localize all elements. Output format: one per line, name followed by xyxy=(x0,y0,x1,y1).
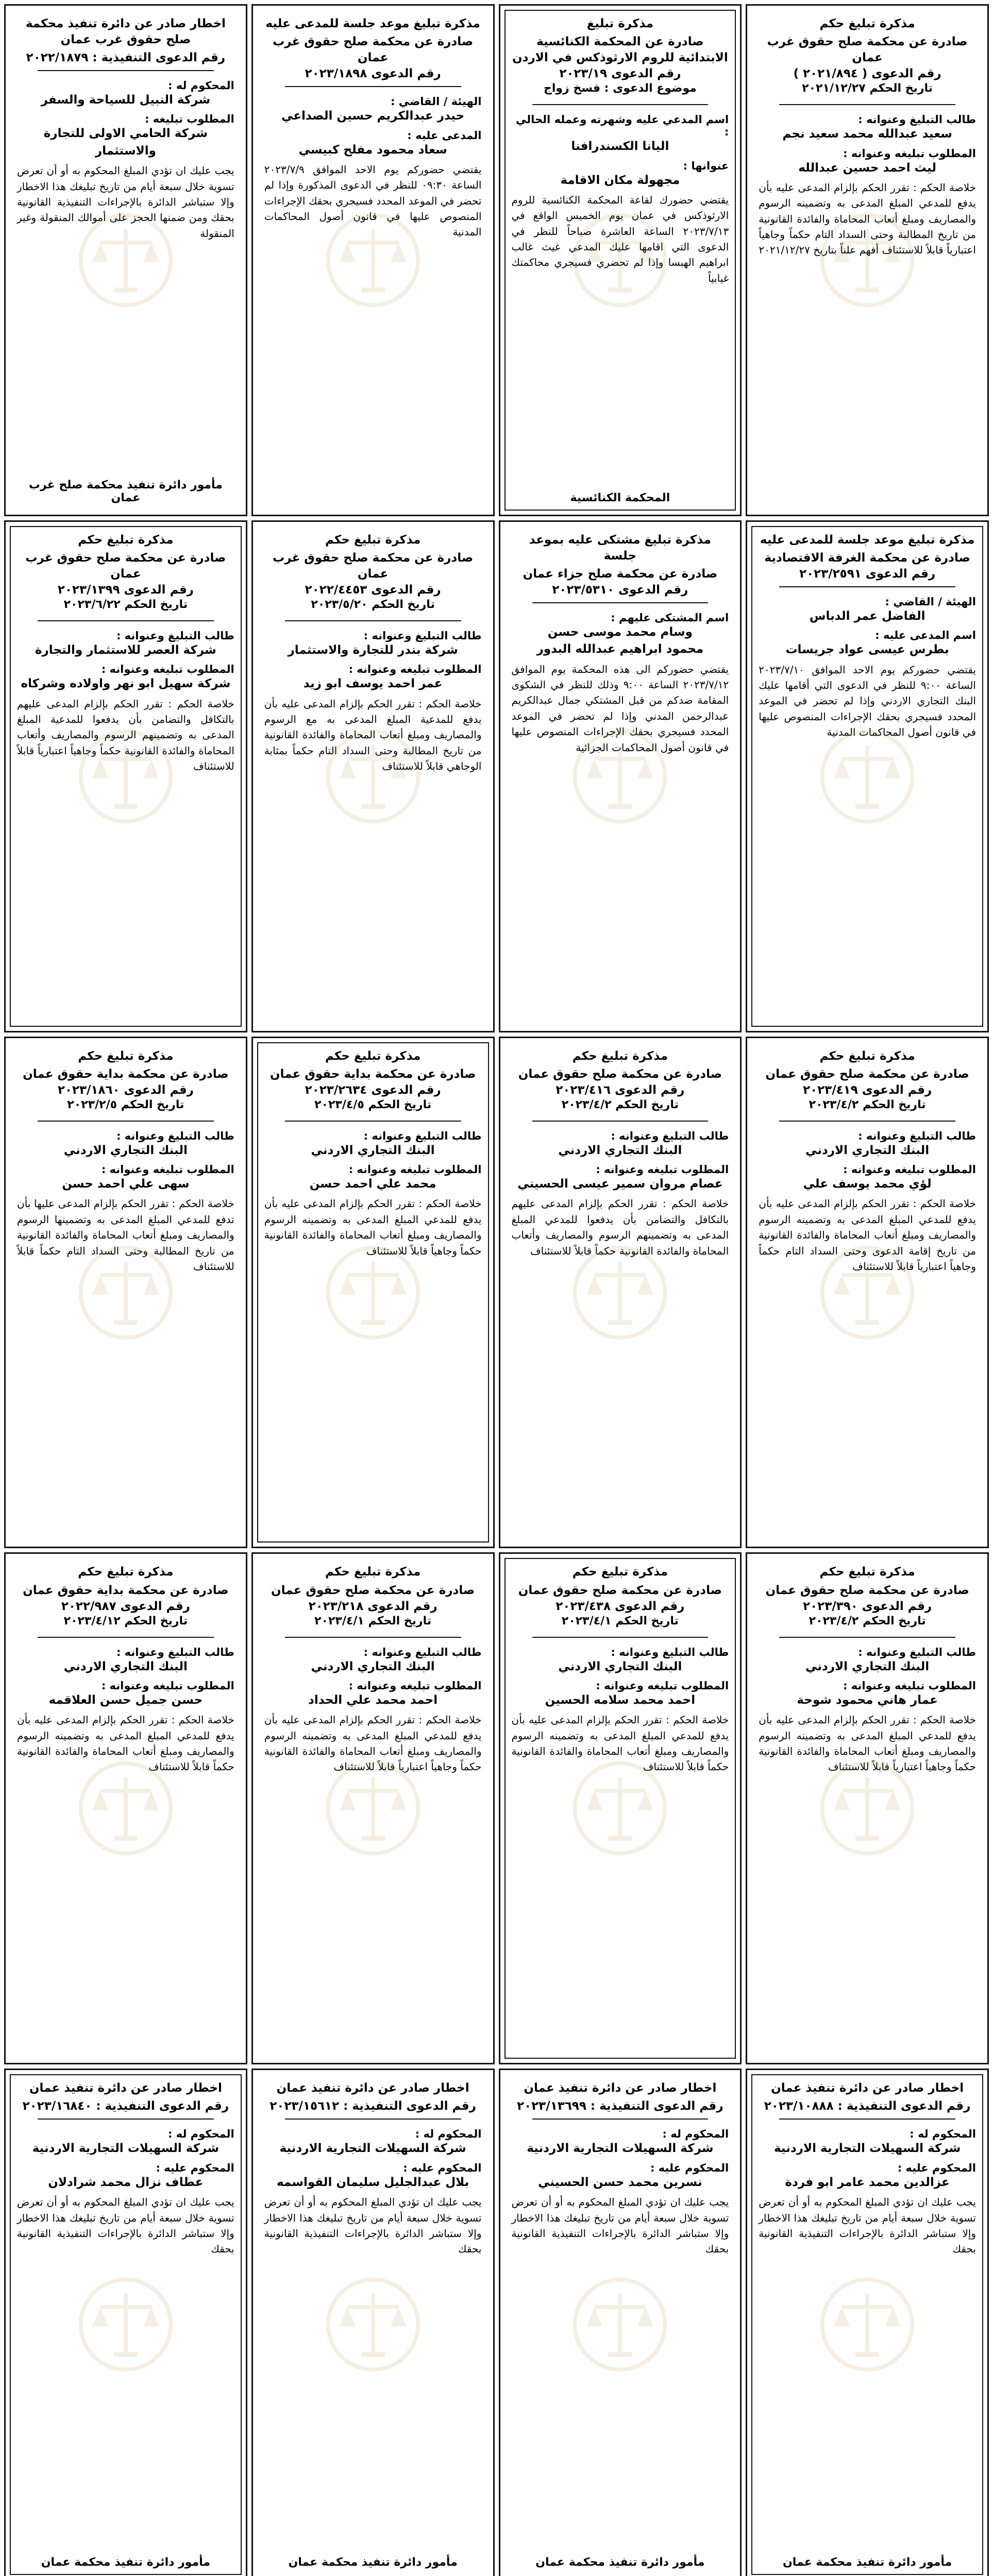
divider xyxy=(779,1637,955,1638)
notice-case-number: رقم الدعوى ( ٢٠٢١/٨٩٤ ) xyxy=(793,67,941,81)
notice-body: يجب عليك ان تؤدي المبلغ المحكوم به أو أن تعرض تسوية خلال سبعة أيام من تاريخ تبليغك هذا الاخطار وإلا ستباشر الدائرة بالإجراءات التنفيذية القانونية بحقك xyxy=(17,2196,234,2256)
party2-name: محمود ابراهيم عبدالله البدور xyxy=(536,642,704,656)
notice-court: رقم الدعوى التنفيذية : ٢٠٢٣/١٥٦١٢ xyxy=(270,2099,476,2113)
court-notice xyxy=(746,2069,989,2576)
court-notice xyxy=(499,1037,742,1549)
scales-watermark-icon xyxy=(324,2276,422,2374)
notice-court: صادرة عن محكمة صلح حقوق عمان xyxy=(765,1067,969,1081)
party2-name: عمار هاني محمود شوحة xyxy=(797,1693,938,1707)
notice-court: صادرة عن محكمة صلح حقوق عمان xyxy=(518,1583,722,1597)
notice-signature: مأمور دائرة تنفيذ محكمة صلح غرب عمان xyxy=(28,478,223,504)
party1-name: البنك التجاري الاردني xyxy=(311,1659,435,1673)
notice-court: صادرة عن محكمة صلح حقوق عمان xyxy=(518,1067,722,1081)
notice-case-number: رقم الدعوى ٢٠٢٣/١٣٩٩ xyxy=(57,583,194,597)
notice-title: اخطار صادر عن دائرة تنفيذ محكمة صلح حقوق غرب عمان xyxy=(25,17,226,47)
notice-court: صادرة عن محكمة صلح جزاء عمان xyxy=(523,567,718,581)
notice-court: رقم الدعوى التنفيذية : ٢٠٢٢/١٨٧٩ xyxy=(26,51,226,65)
notice-court: رقم الدعوى التنفيذية : ٢٠٢٣/١٠٨٨٨ xyxy=(764,2099,971,2113)
party1-label: اسم المشتكى عليهم : xyxy=(611,612,729,624)
notice-title: مذكرة تبليغ xyxy=(586,17,654,30)
notice-date: تاريخ الحكم ٢٠٢٣/٥/٢٠ xyxy=(311,598,435,612)
party2-name: لؤي محمد يوسف علي xyxy=(803,1177,932,1191)
notice-date: تاريخ الحكم ٢٠٢٣/٢/٥ xyxy=(67,1098,184,1111)
party2-label: عنوانها : xyxy=(683,159,729,172)
notice-date: تاريخ الحكم ٢٠٢٣/٤/٢ xyxy=(809,1098,926,1111)
party2-label: المطلوب تبليغه وعنوانه : xyxy=(843,1679,976,1692)
party1-label: الهيئة / القاضي : xyxy=(885,595,976,608)
divider xyxy=(779,586,955,587)
notice-title: مذكرة تبليغ حكم xyxy=(78,1565,174,1579)
notice-body: يجب عليك ان تؤدي المبلغ المحكوم به أو أن تعرض تسوية خلال سبعة أيام من تاريخ تبليغك هذا الاخطار وإلا ستباشر الدائرة بالإجراءات التنفيذية القانونية بحقك xyxy=(264,2196,482,2256)
party1-name: شركة السهيلات التجارية الاردنية xyxy=(773,2142,961,2156)
divider xyxy=(779,2119,955,2120)
party1-name: البنك التجاري الاردني xyxy=(63,1143,188,1157)
notice-title: مذكرة تبليغ مشتكى عليه بموعد جلسة xyxy=(529,533,711,563)
court-notice xyxy=(746,4,989,516)
court-notice xyxy=(251,2069,495,2576)
party2-label: المحكوم عليه : xyxy=(156,2161,234,2174)
party1-label: طالب التبليغ وعنوانه : xyxy=(858,113,976,126)
notice-body: خلاصة الحكم : تقرر الحكم بإلزام المدعى عليهم بالتكافل والتضامن بأن يدفعوا للمدعي المبلغ المدعى به وتضمينهم الرسوم والمصاريف وأتعاب المحاماة والفائدة القانونية حكماً قابلاً للاستئناف xyxy=(511,1197,729,1257)
notice-court: صادرة عن محكمة بداية حقوق عمان xyxy=(23,1067,229,1081)
notice-body: خلاصة الحكم : تقرر الحكم بإلزام المدعى عليه بأن يدفع للمدعي المبلغ المدعى به وتضمينه الرسوم والمصاريف ومبلغ أتعاب المحاماة والفائدة القانونية حكماً قابلاً للاستئناف xyxy=(511,1714,729,1773)
notice-date: تاريخ الحكم ٢٠٢٣/٤/١٢ xyxy=(63,1614,188,1628)
party1-label: اسم المدعي عليه وشهرته وعمله الحالي : xyxy=(515,113,729,139)
party2-name: احمد محمد سلامه الحسين xyxy=(545,1693,696,1707)
party2-label: المطلوب تبليغه وعنوانه : xyxy=(843,147,976,160)
notice-date: تاريخ الحكم ٢٠٢٣/٤/١ xyxy=(561,1614,679,1628)
court-notice xyxy=(499,520,742,1032)
party2-name: احمد محمد علي الحداد xyxy=(308,1693,438,1707)
party2-label: المطلوب تبليغه وعنوانه : xyxy=(348,1163,482,1176)
party2-label: المحكوم عليه : xyxy=(897,2161,976,2174)
party1-label: طالب التبليغ وعنوانه : xyxy=(611,1646,729,1658)
party1-name: شركة السهيلات التجارية الاردنية xyxy=(527,2142,714,2156)
party1-name: شركة النبيل للسياحة والسفر xyxy=(41,93,211,107)
party1-name: البنك التجاري الاردني xyxy=(805,1143,930,1157)
notice-court: صادرة عن محكمة الغرفة الاقتصادية xyxy=(764,551,970,565)
party2-name: شركة الحامي الاولى للتجارة والاستثمار xyxy=(43,127,208,158)
party1-label: المحكوم له : xyxy=(910,2128,976,2141)
party1-label: طالب التبليغ وعنوانه : xyxy=(611,1129,729,1142)
party1-label: طالب التبليغ وعنوانه : xyxy=(116,630,234,642)
party1-name: البنك التجاري الاردني xyxy=(311,1143,435,1157)
party1-name: البنك التجاري الاردني xyxy=(558,1659,682,1673)
divider xyxy=(532,1121,709,1122)
party2-name: محمد علي احمد حسن xyxy=(309,1177,436,1191)
divider xyxy=(779,104,955,105)
notice-date: تاريخ الحكم ٢٠٢٣/٤/١ xyxy=(314,1614,432,1628)
party1-name: البنك التجاري الاردني xyxy=(63,1659,188,1673)
notice-title: مذكرة تبليغ حكم xyxy=(78,533,174,547)
party2-name: بطرس عيسى عواد جريسات xyxy=(785,643,949,657)
divider xyxy=(285,1637,461,1638)
party1-label: المحكوم له : xyxy=(168,79,234,92)
party1-label: طالب التبليغ وعنوانه : xyxy=(116,1646,234,1658)
party2-label: المطلوب تبليغه وعنوانه : xyxy=(348,1679,482,1692)
notice-title: مذكرة تبليغ حكم xyxy=(819,17,915,30)
notice-body: خلاصة الحكم : تقرر الحكم بإلزام المدعى عليه بأن يدفع للمدعي المبلغ المدعى به وتضمينه الرسوم والمصاريف ومبلغ أتعاب المحاماة والفائدة القانونية حكماً وجاهياً قابلاً للاستئناف xyxy=(264,1197,482,1257)
party1-name: وسام محمد موسى حسن xyxy=(547,625,693,639)
party1-name: اليانا الكسندرافنا xyxy=(571,140,669,154)
court-notice xyxy=(251,1037,495,1549)
divider xyxy=(532,1637,709,1638)
notice-case-number: رقم الدعوى ٢٠٢٣/٤١٩ xyxy=(803,1083,932,1097)
party2-label: المطلوب تبليغه وعنوانه : xyxy=(596,1679,729,1692)
notice-court: رقم الدعوى التنفيذية : ٢٠٢٣/١٦٨٤٠ xyxy=(22,2099,229,2113)
scales-watermark-icon xyxy=(77,2276,175,2374)
notice-case-number: رقم الدعوى ٢٠٢٣/١٨٩٨ xyxy=(305,67,441,81)
party2-name: بلال عبدالجليل سليمان القواسمه xyxy=(276,2175,469,2189)
party2-label: المطلوب تبليغه وعنوانه : xyxy=(101,1679,234,1692)
divider xyxy=(38,2119,214,2120)
notice-court: صادرة عن المحكمة الكنائسية الابتدائية للروم الارثوذكس في الاردن xyxy=(512,35,728,65)
party1-name: شركة السهيلات التجارية الاردنية xyxy=(32,2142,220,2156)
notice-title: اخطار صادر عن دائرة تنفيذ عمان xyxy=(29,2081,222,2095)
notice-court: صادرة عن محكمة بداية حقوق عمان xyxy=(23,1583,229,1597)
notice-case-number: رقم الدعوى ٢٠٢٣/٥٣١٠ xyxy=(552,583,688,597)
notices-grid xyxy=(4,4,989,2576)
party2-label: المطلوب تبليغه وعنوانه : xyxy=(596,1163,729,1176)
party1-name: الفاضل عمر الدباس xyxy=(809,609,925,623)
notice-case-number: رقم الدعوى ٢٠٢٢/٤٤٥٣ xyxy=(305,583,441,597)
notice-body: يجب عليك ان تؤدي المبلغ المحكوم به أو أن تعرض تسوية خلال سبعة أيام من تاريخ تبليغك هذا الاخطار وإلا ستباشر الدائرة بالإجراءات التنفيذية القانونية بحقك xyxy=(511,2196,729,2256)
divider xyxy=(532,104,709,105)
notice-date: تاريخ الحكم ٢٠٢٣/٦/٢٢ xyxy=(63,598,188,612)
party2-name: شركة سهيل ابو نهر واولاده وشركاه xyxy=(21,677,231,691)
divider xyxy=(285,2119,461,2120)
party1-label: المحكوم له : xyxy=(168,2128,234,2141)
notice-date: تاريخ الحكم ٢٠٢٣/٤/٢ xyxy=(561,1098,679,1111)
court-notice xyxy=(251,1552,495,2064)
scales-watermark-icon xyxy=(571,2276,669,2374)
court-notice xyxy=(499,4,742,516)
notice-title: مذكرة تبليغ حكم xyxy=(819,1565,915,1579)
notice-court: صادرة عن محكمة صلح حقوق غرب عمان xyxy=(25,551,226,581)
party1-label: الهيئة / القاضي : xyxy=(391,95,482,108)
notice-title: مذكرة تبليغ موعد جلسة للمدعى عليه xyxy=(760,533,975,547)
divider xyxy=(38,620,214,621)
notice-title: اخطار صادر عن دائرة تنفيذ عمان xyxy=(771,2081,964,2095)
court-notice xyxy=(746,1037,989,1549)
court-notice xyxy=(4,2069,247,2576)
notice-body: خلاصة الحكم : تقرر الحكم بإلزام المدعى عليه بأن يدفع للمدعي المبلغ المدعى به وتضمينه الرسوم والمصاريف ومبلغ أتعاب المحاماة والفائدة القانونية من تاريخ إقامة الدعوى وحتى السداد التام حكماً وجاهياً اعتبارياً قابلاً للاستئناف xyxy=(759,1197,976,1273)
notice-title: مذكرة تبليغ موعد جلسة للمدعى عليه xyxy=(265,17,480,30)
notice-case-number: رقم الدعوى ٢٠٢٣/٤١٦ xyxy=(556,1083,685,1097)
party2-label: المطلوب تبليغه وعنوانه : xyxy=(348,663,482,676)
notice-signature: المحكمة الكنائسية xyxy=(570,491,670,504)
party1-name: حيدر عبدالكريم حسين الصداعي xyxy=(281,109,465,123)
party1-name: البنك التجاري الاردني xyxy=(558,1143,682,1157)
party2-name: سهى علي احمد حسن xyxy=(62,1177,190,1191)
notice-case-number: رقم الدعوى ٢٠٢٣/٢٥٩١ xyxy=(799,567,936,581)
court-notice xyxy=(4,520,247,1032)
notice-signature: مأمور دائرة تنفيذ محكمة عمان xyxy=(782,2556,952,2569)
court-notice xyxy=(746,520,989,1032)
party2-name: حسن جميل حسن العلاقمه xyxy=(48,1693,203,1707)
court-notice xyxy=(499,2069,742,2576)
party2-name: مجهولة مكان الاقامة xyxy=(560,173,680,187)
party1-label: طالب التبليغ وعنوانه : xyxy=(858,1646,976,1658)
notice-body: يقتضي حضوركم يوم الاحد الموافق ٢٠٢٣/٧/٩ الساعة ٠٩:٣٠ للنظر في الدعوى المذكورة وإذا لم تحضر في الموعد المحدد فسيجري بحقك الإجراءات المنصوص عليها في قانون أصول المحاكمات المدنية xyxy=(264,163,482,239)
court-notice xyxy=(746,1552,989,2064)
divider xyxy=(779,1121,955,1122)
court-notice xyxy=(499,1552,742,2064)
notice-title: اخطار صادر عن دائرة تنفيذ عمان xyxy=(524,2081,717,2095)
divider xyxy=(38,70,214,71)
notice-court: صادرة عن محكمة صلح حقوق عمان xyxy=(271,1583,475,1597)
party2-label: المطلوب تبليغه : xyxy=(145,113,234,126)
party2-label: المدعى عليه : xyxy=(407,129,482,142)
notice-body: يقتضي حضوركم يوم الاحد الموافق ٢٠٢٣/٧/١٠ الساعة ٩:٠٠ للنظر في الدعوى التي أقامها عليك البنك التجاري الاردني وإذا لم تحضر في الموعد المحدد فسيجري بحقك الإجراءات المنصوص عليها في قانون أصول المحاكمات المدنية xyxy=(759,663,976,739)
scales-watermark-icon xyxy=(818,2276,916,2374)
court-notice xyxy=(4,1037,247,1549)
party2-name: عزالدين محمد عامر ابو فردة xyxy=(785,2175,950,2189)
notice-signature: مأمور دائرة تنفيذ محكمة عمان xyxy=(41,2556,211,2569)
divider xyxy=(285,86,461,87)
notice-court: صادرة عن محكمة صلح حقوق غرب عمان xyxy=(767,35,968,65)
notice-title: مذكرة تبليغ حكم xyxy=(78,1049,174,1063)
notice-title: مذكرة تبليغ حكم xyxy=(325,1565,421,1579)
party1-label: المحكوم له : xyxy=(662,2128,729,2141)
notice-body: يجب عليك ان تؤدي المبلغ المحكوم به أو أن تعرض تسوية خلال سبعة أيام من تاريخ تبليغك هذا الاخطار وإلا ستباشر الدائرة بالإجراءات التنفيذية القانونية بحقك ومن ضمنها الحجز على أموالك المنقولة وغير المنقولة xyxy=(17,164,234,240)
notice-court: صادرة عن محكمة بداية حقوق عمان xyxy=(270,1067,476,1081)
divider xyxy=(38,1121,214,1122)
notice-body: خلاصة الحكم : تقرر الحكم بإلزام المدعى عليه بأن يدفع للمدعي المبلغ المدعى به وتضمينه الرسوم والمصاريف ومبلغ أتعاب المحاماة والفائدة القانونية حكماً قابلاً للاستئناف xyxy=(17,1714,234,1773)
notice-title: مذكرة تبليغ حكم xyxy=(572,1049,668,1063)
notice-title: مذكرة تبليغ حكم xyxy=(325,533,421,547)
notice-case-number: رقم الدعوى ٢٠٢٣/١٨٦٠ xyxy=(57,1083,194,1097)
scales-watermark-icon xyxy=(818,727,916,825)
notice-case-number: رقم الدعوى ٢٠٢٢/٩٨٧ xyxy=(61,1599,190,1613)
court-notice xyxy=(251,4,495,516)
notice-date: موضوع الدعوى : فسخ زواج xyxy=(543,82,697,95)
party2-label: المحكوم عليه : xyxy=(403,2161,482,2174)
notice-court: رقم الدعوى التنفيذية : ٢٠٢٣/١٣٦٩٩ xyxy=(517,2099,723,2113)
party1-label: طالب التبليغ وعنوانه : xyxy=(116,1129,234,1142)
party1-name: شركة السهيلات التجارية الاردنية xyxy=(279,2142,466,2156)
notice-court: صادرة عن محكمة صلح حقوق عمان xyxy=(765,1583,969,1597)
party1-name: البنك التجاري الاردني xyxy=(805,1659,930,1673)
notice-body: خلاصة الحكم : تقرر الحكم بإلزام المدعى عليه بأن يدفع للمدعي المبلغ المدعى به وتضمينه الرسوم والمصاريف ومبلغ أتعاب المحاماة والفائدة القانونية من تاريخ المطالبة وحتى السداد التام حكماً وجاهياً اعتبارياً قابلاً للاستئناف أفهم علناً بتاريخ ٢٠٢١/١٢/٢٧ xyxy=(759,181,976,257)
notice-body: خلاصة الحكم : تقرر الحكم بإلزام المدعى عليه بأن يدفع للمدعية المبلغ المدعى به مع الرسوم والمصاريف ومبلغ أتعاب المحاماة والفائدة القانونية من تاريخ المطالبة وحتى السداد التام حكماً بمثابة الوجاهي قابلاً للاستئناف xyxy=(264,697,482,773)
party2-name: ليث احمد حسين عبدالله xyxy=(798,161,937,175)
party1-label: المحكوم له : xyxy=(415,2128,482,2141)
notice-body: خلاصة الحكم : تقرر الحكم بإلزام المدعى عليهم بالتكافل والتضامن بأن يدفعوا للمدعية المبلغ المدعى به وتضمينهم الرسوم والمصاريف وأتعاب المحاماة والفائدة القانونية حكماً وجاهياً اعتبارياً قابلاً للاستئناف xyxy=(17,697,234,773)
notice-signature: مأمور دائرة تنفيذ محكمة عمان xyxy=(535,2556,705,2569)
court-notice xyxy=(4,1552,247,2064)
party2-name: عطاف نزال محمد شرادلان xyxy=(48,2175,204,2189)
notice-title: اخطار صادر عن دائرة تنفيذ عمان xyxy=(276,2081,469,2095)
party1-name: شركة بندر للتجارة والاستثمار xyxy=(288,643,458,657)
notice-body: يقتضي حضورك لقاعة المحكمة الكنائسية للروم الارثوذكس في عمان يوم الخميس الواقع في ٢٠٢٣/٧/١٣ الساعة العاشرة صباحاً للنظر في الدعوى التي اقامها عليك المدعي غيث غالب ابراهيم الهبسا وإذا لم تحضري فسيجري محاكمتك غيابياً xyxy=(511,193,729,284)
notice-body: يقتضي حضوركم الى هذه المحكمة يوم الموافق ٢٠٢٣/٧/١٢ الساعة ٩:٠٠ وذلك للنظر في الشكوى المقامة ضدكم من قبل المشتكي جمال عبدالكريم عبدالرحمن المدني وإذا لم تحضر في الموعد المحدد فسيجري بحقك الإجراءات المنصوص عليها في قانون أصول المحاكمات الجزائية xyxy=(511,663,729,754)
party2-label: المحكوم عليه : xyxy=(650,2161,729,2174)
party2-name: عمر احمد يوسف ابو زيد xyxy=(303,677,443,691)
party1-name: شركة العصر للاستثمار والتجارة xyxy=(35,643,216,657)
notice-date: تاريخ الحكم ٢٠٢٣/٤/٥ xyxy=(314,1098,432,1111)
court-notice xyxy=(4,4,247,516)
notice-date: تاريخ الحكم ٢٠٢٣/٤/٢ xyxy=(809,1614,926,1628)
notice-date: تاريخ الحكم ٢٠٢١/١٢/٢٧ xyxy=(802,82,933,95)
divider xyxy=(285,620,461,621)
notice-body: خلاصة الحكم : تقرر الحكم بإلزام المدعى عليها بأن تدفع للمدعي المبلغ المدعى به وتضمينها الرسوم والمصاريف ومبلغ أتعاب المحاماة والفائدة القانونية من تاريخ المطالبة وحتى السداد التام حكماً قابلاً للاستئناف xyxy=(17,1197,234,1273)
party2-label: المطلوب تبليغه وعنوانه : xyxy=(843,1163,976,1176)
notice-case-number: رقم الدعوى ٢٠٢٣/٤٣٨ xyxy=(556,1599,685,1613)
notice-case-number: رقم الدعوى ٢٠٢٣/١٩ xyxy=(559,67,681,81)
party2-name: سعاد محمود مفلح كبيسي xyxy=(298,143,447,157)
court-notice xyxy=(251,520,495,1032)
party1-label: طالب التبليغ وعنوانه : xyxy=(363,1129,482,1142)
notice-body: خلاصة الحكم : تقرر الحكم بإلزام المدعى عليه بأن يدفع للمدعي المبلغ المدعى به وتضمينه الرسوم والمصاريف ومبلغ أتعاب المحاماة والفائدة القانونية حكماً وجاهياً اعتبارياً قابلاً للاستئناف xyxy=(759,1714,976,1773)
divider xyxy=(532,602,709,603)
divider xyxy=(38,1637,214,1638)
party1-label: طالب التبليغ وعنوانه : xyxy=(363,1646,482,1658)
party2-name: نسرين محمد حسن الحسيني xyxy=(538,2175,702,2189)
divider xyxy=(532,2119,709,2120)
notice-case-number: رقم الدعوى ٢٠٢٣/٣٩٠ xyxy=(803,1599,932,1613)
party2-label: المطلوب تبليغه وعنوانه : xyxy=(101,663,234,676)
notice-body: يجب عليك ان تؤدي المبلغ المحكوم به أو أن تعرض تسوية خلال سبعة أيام من تاريخ تبليغك هذا الاخطار وإلا ستباشر الدائرة بالإجراءات التنفيذية القانونية بحقك xyxy=(759,2196,976,2256)
notice-title: مذكرة تبليغ حكم xyxy=(572,1565,668,1579)
notice-case-number: رقم الدعوى ٢٠٢٣/٢١٨ xyxy=(308,1599,437,1613)
notice-title: مذكرة تبليغ حكم xyxy=(325,1049,421,1063)
party1-name: سعيد عبدالله محمد سعيد نجم xyxy=(782,127,952,141)
party1-label: طالب التبليغ وعنوانه : xyxy=(858,1129,976,1142)
notice-signature: مأمور دائرة تنفيذ محكمة عمان xyxy=(288,2556,458,2569)
notice-title: مذكرة تبليغ حكم xyxy=(819,1049,915,1063)
divider xyxy=(285,1121,461,1122)
notice-court: صادرة عن محكمة صلح حقوق غرب عمان xyxy=(273,35,474,65)
notice-court: صادرة عن محكمة صلح حقوق غرب عمان xyxy=(273,551,474,581)
party2-label: اسم المدعى عليه : xyxy=(875,629,976,642)
party2-label: المطلوب تبليغه وعنوانه : xyxy=(101,1163,234,1176)
party1-label: طالب التبليغ وعنوانه : xyxy=(363,630,482,642)
party2-name: عصام مروان سمير عيسى الحسيني xyxy=(517,1177,723,1191)
notice-body: خلاصة الحكم : تقرر الحكم بإلزام المدعى عليه بأن يدفع للمدعي المبلغ المدعى به وتضمينه الرسوم والمصاريف ومبلغ أتعاب المحاماة والفائدة القانونية حكماً وجاهياً اعتبارياً قابلاً للاستئناف xyxy=(264,1714,482,1773)
notice-case-number: رقم الدعوى ٢٠٢٣/٢٦٣٤ xyxy=(305,1083,441,1097)
